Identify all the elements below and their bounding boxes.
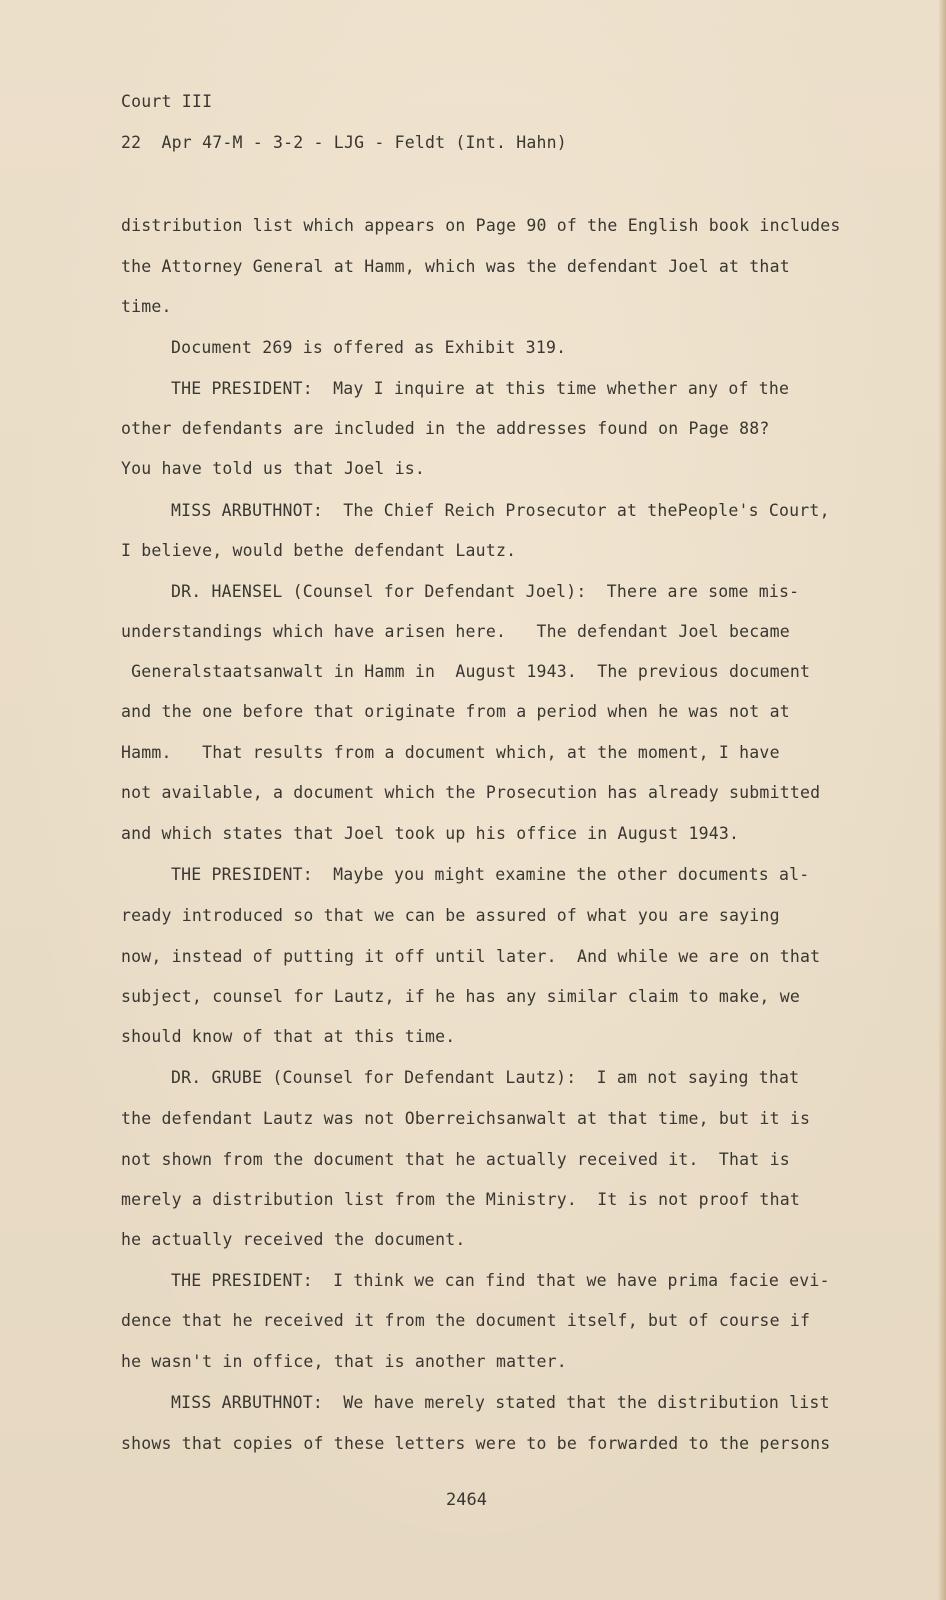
transcript-line: Hamm. That results from a document which, at the moment, I have [121, 743, 780, 762]
transcript-line: not shown from the document that he actually received it. That is [121, 1150, 790, 1169]
transcript-line: merely a distribution list from the Ministry. It is not proof that [121, 1190, 800, 1209]
transcript-line: DR. HAENSEL (Counsel for Defendant Joel): There are some mis- [171, 582, 800, 601]
transcript-line: ready introduced so that we can be assured of what you are saying [121, 906, 780, 925]
transcript-line: he actually received the document. [121, 1230, 466, 1249]
transcript-line: dence that he received it from the document itself, but of course if [121, 1311, 811, 1330]
court-header: Court III [121, 92, 213, 111]
transcript-line: shows that copies of these letters were to be forwarded to the persons [121, 1434, 831, 1453]
transcript-line: THE PRESIDENT: I think we can find that we have prima facie evi- [171, 1271, 830, 1290]
transcript-line: Generalstaatsanwalt in Hamm in August 1943. The previous document [121, 662, 811, 681]
transcript-line: the Attorney General at Hamm, which was the defendant Joel at that [121, 257, 790, 276]
transcript-line: understandings which have arisen here. The defendant Joel became [121, 622, 790, 641]
transcript-line: You have told us that Joel is. [121, 459, 426, 478]
transcript-line: and the one before that originate from a period when he was not at [121, 702, 790, 721]
page-number: 2464 [446, 1490, 487, 1510]
transcript-line: Document 269 is offered as Exhibit 319. [171, 338, 567, 357]
transcript-line: not available, a document which the Prosecution has already submitted [121, 783, 821, 802]
transcript-line: MISS ARBUTHNOT: The Chief Reich Prosecutor at thePeople's Court, [171, 501, 830, 520]
transcript-line: should know of that at this time. [121, 1027, 456, 1046]
transcript-line: THE PRESIDENT: Maybe you might examine the other documents al- [171, 865, 810, 884]
transcript-line: THE PRESIDENT: May I inquire at this time whether any of the [171, 379, 790, 398]
transcript-line: time. [121, 297, 172, 316]
transcript-line: other defendants are included in the addresses found on Page 88? [121, 419, 770, 438]
transcript-line: DR. GRUBE (Counsel for Defendant Lautz): I am not saying that [171, 1068, 800, 1087]
session-header: 22 Apr 47-M - 3-2 - LJG - Feldt (Int. Hahn) [121, 133, 567, 152]
transcript-line: distribution list which appears on Page 90 of the English book includes [121, 216, 841, 235]
transcript-line: the defendant Lautz was not Oberreichsanwalt at that time, but it is [121, 1109, 811, 1128]
transcript-line: he wasn't in office, that is another matter. [121, 1352, 567, 1371]
page-edge-shadow [938, 0, 946, 1600]
transcript-line: MISS ARBUTHNOT: We have merely stated that the distribution list [171, 1393, 830, 1412]
transcript-line: and which states that Joel took up his office in August 1943. [121, 824, 740, 843]
transcript-line: I believe, would bethe defendant Lautz. [121, 541, 517, 560]
transcript-line: now, instead of putting it off until later. And while we are on that [121, 947, 821, 966]
transcript-line: subject, counsel for Lautz, if he has any similar claim to make, we [121, 987, 800, 1006]
